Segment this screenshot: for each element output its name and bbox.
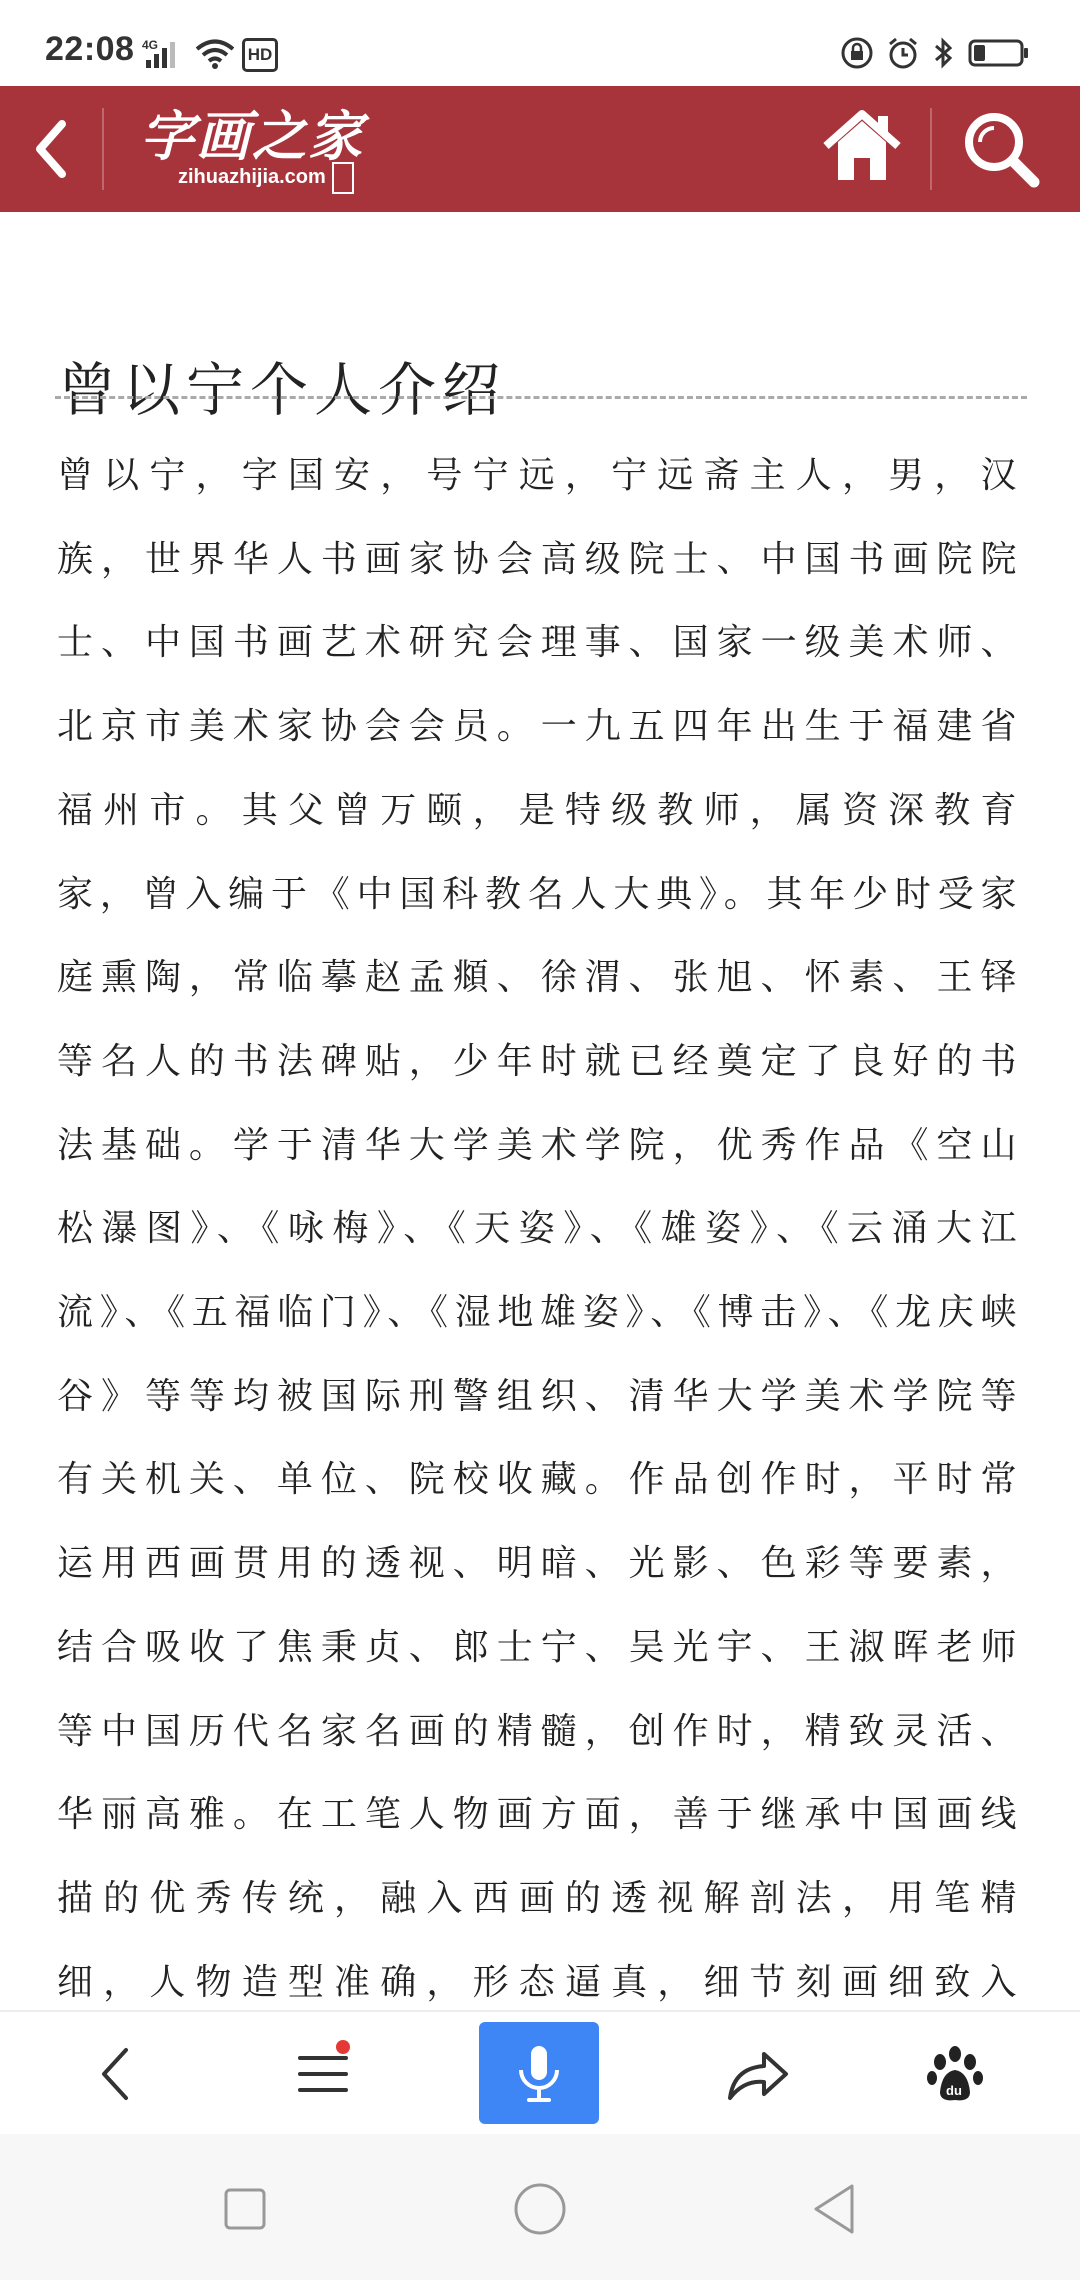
home-nav-button[interactable]	[505, 2174, 575, 2244]
baidu-button[interactable]	[910, 2032, 1000, 2116]
header-divider	[102, 108, 104, 190]
cellular-signal-icon	[142, 38, 188, 74]
toolbar-back-button[interactable]	[72, 2032, 162, 2116]
title-divider	[55, 396, 1027, 399]
header-divider	[930, 108, 932, 190]
menu-icon	[278, 2032, 368, 2116]
search-icon	[958, 106, 1042, 190]
page-title: 曾以宁个人介绍	[58, 355, 507, 424]
share-button[interactable]	[712, 2032, 802, 2116]
notification-dot	[336, 2040, 350, 2054]
rotation-lock-icon	[840, 36, 874, 74]
system-nav-bar	[0, 2134, 1080, 2280]
back-triangle-icon	[800, 2174, 870, 2244]
svg-text:du: du	[946, 2083, 962, 2098]
bluetooth-icon	[932, 36, 956, 74]
home-icon	[820, 104, 904, 188]
logo-domain: zihuazhijia.com	[178, 166, 326, 188]
voice-search-button[interactable]	[479, 2022, 599, 2124]
app-header	[0, 86, 1080, 212]
recent-apps-icon	[210, 2174, 280, 2244]
baidu-paw-icon	[910, 2032, 1000, 2116]
wifi-icon	[194, 38, 236, 74]
back-icon	[72, 2032, 162, 2116]
browser-toolbar	[0, 2010, 1080, 2136]
chevron-left-icon	[20, 114, 90, 184]
recent-apps-button[interactable]	[210, 2174, 280, 2244]
logo-seal-icon	[332, 162, 354, 194]
status-right-icons	[840, 36, 1030, 74]
back-nav-button[interactable]	[800, 2174, 870, 2244]
status-bar	[0, 0, 1080, 86]
article-content	[0, 212, 1080, 2010]
status-time: 22:08	[45, 30, 135, 68]
back-button[interactable]	[20, 114, 90, 184]
home-circle-icon	[505, 2174, 575, 2244]
home-button[interactable]	[820, 104, 904, 188]
alarm-icon	[886, 36, 920, 74]
microphone-icon	[479, 2022, 599, 2124]
network-type-label: 4G	[142, 38, 159, 52]
article-body: 曾以宁，字国安，号宁远，宁远斋主人，男，汉族，世界华人书画家协会高级院士、中国书画院院士、中国书画艺术研究会理事、国家一级美术师、北京市美术家协会会员。一九五四年出生于福建省福州市。其父曾万颐，是特级教师，属资深教育家，曾入编于《中国科教名人大典》。其年少时受家庭熏陶，常临摹赵孟頫、徐渭、张旭、怀素、王铎等名人的书法碑贴，少年时就已经奠定了良好的书法基础。学于清华大学美术学院，优秀作品《空山松瀑图》、《咏梅》、《天姿》、《雄姿》、《云涌大江流》、《五福临门》、《湿地雄姿》、《博击》、《龙庆峡谷》等等均被国际刑警组织、清华大学美术学院等有关机关、单位、院校收藏。作品创作时，平时常运用西画贯用的透视、明暗、光影、色彩等要素，结合吸收了焦秉贞、郎士宁、吴光宇、王淑晖老师等中国历代名家名画的精髓，创作时，精致灵活、华丽高雅。在工笔人物画方面，善于继承中国画线描的优秀传统，融入西画的透视解剖法，用笔精细，人物造型准确，形态逼真，细节刻画细致入	[57, 455, 1023, 2003]
search-button[interactable]	[958, 106, 1042, 190]
hd-badge: HD	[242, 38, 278, 72]
site-logo[interactable]	[140, 106, 370, 196]
toolbar-menu-button[interactable]	[278, 2032, 368, 2116]
battery-icon	[968, 37, 1030, 73]
logo-chinese: 字画之家	[140, 104, 364, 168]
share-icon	[712, 2032, 802, 2116]
